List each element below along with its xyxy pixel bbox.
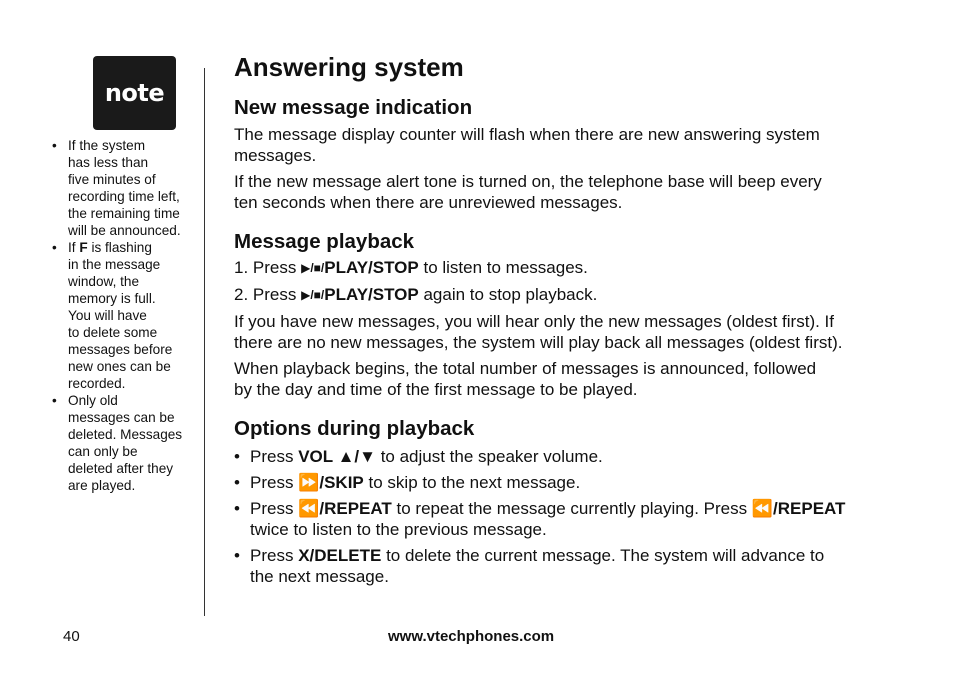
text-line: by the day and time of the first message to be played. [234, 380, 638, 399]
text: 2. Press [234, 285, 297, 304]
step-1 [234, 257, 898, 279]
key-label: X/DELETE [298, 546, 382, 565]
text-line: twice to listen to the previous message. [250, 520, 547, 539]
section-heading-options: Options during playback [234, 417, 475, 440]
note-text: five minutes of [68, 172, 156, 187]
note-text: recorded. [68, 376, 126, 391]
note-text: messages before [68, 342, 173, 357]
text-line: When playback begins, the total number of messages is announced, followed [234, 359, 817, 378]
paragraph [234, 311, 898, 353]
list-item [52, 137, 202, 239]
note-text: to delete some [68, 325, 158, 340]
main-content [234, 52, 898, 587]
note-text: can only be [68, 444, 138, 459]
text: to delete the current message. The system will advance to [386, 546, 825, 565]
page-title: Answering system [234, 52, 464, 82]
note-text: memory is full. [68, 291, 156, 306]
paragraph [234, 171, 898, 213]
f-key-label: F [79, 240, 88, 255]
text: Press [250, 447, 294, 466]
play-stop-icon: ▶/■/ [301, 288, 325, 302]
note-text: If [68, 240, 76, 255]
list-item [234, 498, 898, 540]
text-line [250, 545, 898, 566]
text-line [250, 498, 898, 519]
note-text: window, the [68, 274, 140, 289]
text: Press [250, 473, 294, 492]
text: to repeat the message currently playing. Press [396, 499, 748, 518]
paragraph [234, 124, 898, 166]
note-text: are played. [68, 478, 136, 493]
paragraph [234, 358, 898, 400]
note-icon [93, 56, 176, 130]
play-stop-icon: ▶/■/ [301, 261, 325, 275]
key-label: ⏪/REPEAT [751, 499, 846, 518]
text: to adjust the speaker volume. [380, 447, 603, 466]
key-label: PLAY/STOP [324, 258, 419, 277]
list-item [234, 446, 898, 467]
text: to skip to the next message. [368, 473, 581, 492]
note-text: will be announced. [68, 223, 181, 238]
section-heading-new-message: New message indication [234, 96, 473, 119]
note-text: recording time left, [68, 189, 180, 204]
text: again to stop playback. [423, 285, 598, 304]
text-line: If you have new messages, you will hear only the new messages (oldest first). If [234, 312, 834, 331]
page-number: 40 [63, 628, 80, 645]
list-item [234, 545, 898, 587]
text-line: If the new message alert tone is turned on, the telephone base will beep every [234, 172, 822, 191]
column-divider [204, 68, 205, 616]
note-text: • Only old [68, 393, 118, 408]
note-label: note [104, 79, 165, 107]
text-line: the next message. [250, 567, 389, 586]
key-label: ⏩/SKIP [298, 473, 364, 492]
note-text: in the message [68, 257, 161, 272]
sidebar-notes [52, 137, 202, 494]
text-line: ten seconds when there are unreviewed messages. [234, 193, 623, 212]
text: to listen to messages. [423, 258, 588, 277]
note-text: • If the system [68, 138, 146, 153]
text: 1. Press [234, 258, 297, 277]
key-label: PLAY/STOP [324, 285, 419, 304]
text: Press [250, 546, 294, 565]
note-text [68, 239, 202, 256]
note-text: deleted. Messages [68, 427, 183, 442]
note-text: deleted after they [68, 461, 174, 476]
section-heading-playback: Message playback [234, 230, 415, 253]
text-line: there are no new messages, the system will play back all messages (oldest first). [234, 333, 843, 352]
note-text: the remaining time [68, 206, 180, 221]
key-label: VOL ▲/▼ [298, 447, 376, 466]
note-text: new ones can be [68, 359, 171, 374]
note-text: is flashing [91, 240, 152, 255]
text-line: messages. [234, 146, 317, 165]
list-item [52, 239, 202, 392]
note-text: messages can be [68, 410, 175, 425]
list-item [52, 392, 202, 494]
list-item [234, 472, 898, 493]
text-line: The message display counter will flash when there are new answering system [234, 125, 820, 144]
key-label: ⏪/REPEAT [298, 499, 392, 518]
step-2 [234, 284, 898, 306]
note-text: You will have [68, 308, 147, 323]
note-text: has less than [68, 155, 149, 170]
text: Press [250, 499, 294, 518]
footer-url: www.vtechphones.com [388, 628, 555, 645]
